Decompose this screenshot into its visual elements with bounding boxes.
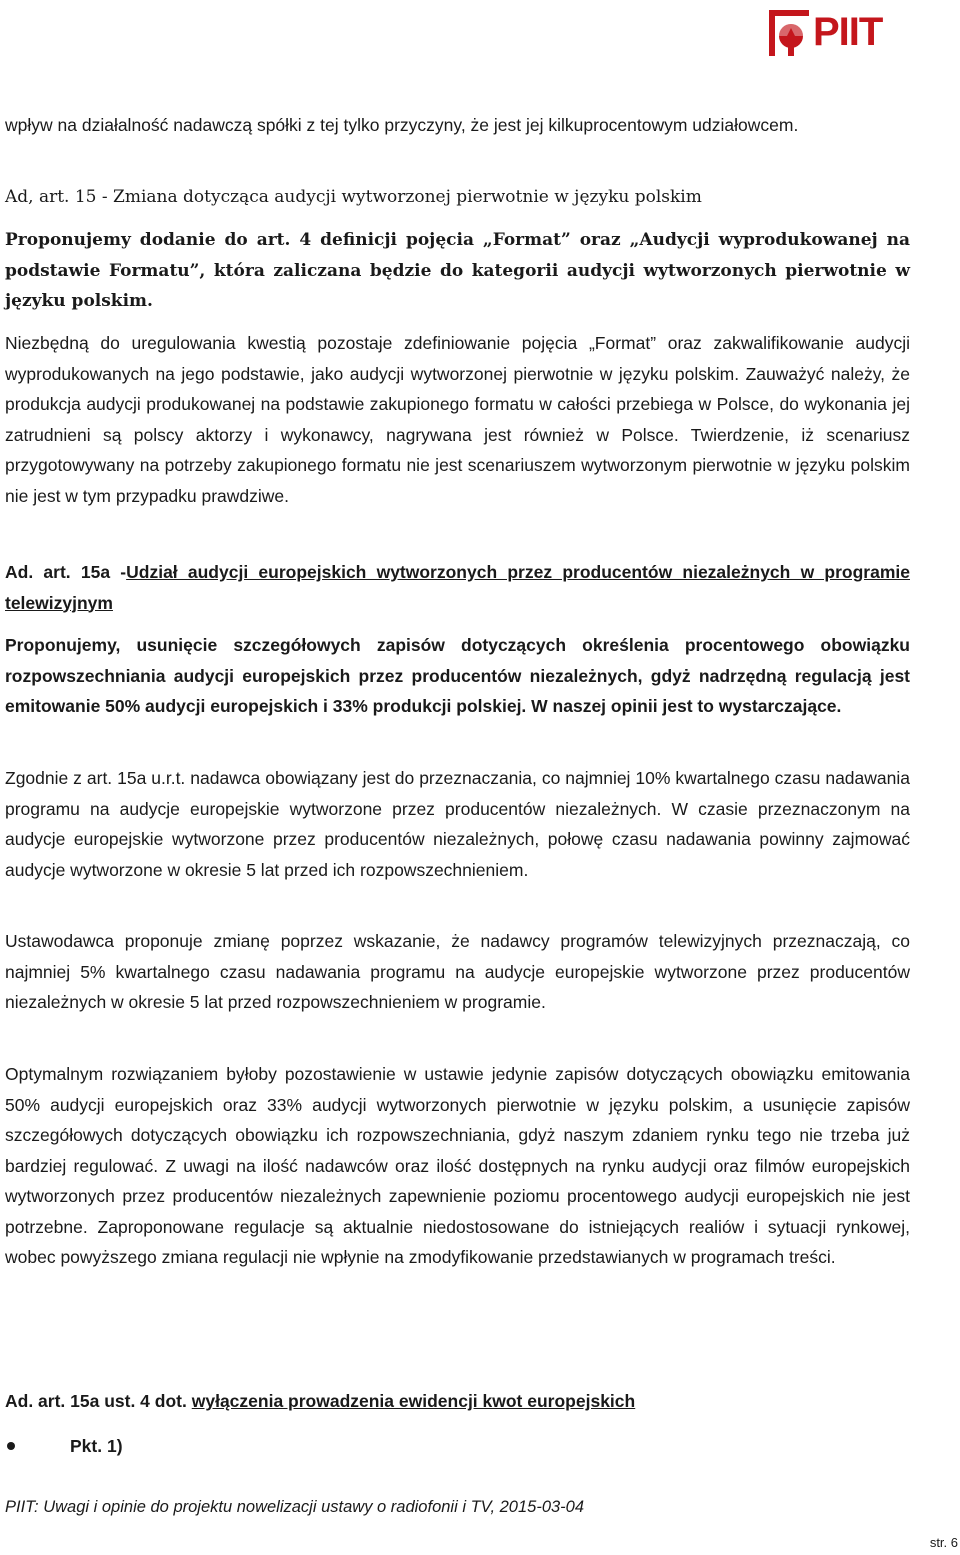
bullet-item	[5, 1431, 123, 1461]
paragraph-optimal-solution: Optymalnym rozwiązaniem byłoby pozostawienie w ustawie jedynie zapisów dotyczących obowiązku emitowania 50% audycji europejskich oraz 33% audycji wytworzonych pierwotnie w języku polskim, a usunięcie zapisów szczegółowych dotyczących obowiązku ich rozpowszechniania, gdyż naszym zdaniem rynku tego nie trzeba już bardziej regulować. Z uwagi na ilość nadawców oraz ilość dostępnych na rynku audycji oraz filmów europejskich wytworzonych przez producentów niezależnych zapewnienie poziomu procentowego audycji europejskich nie jest potrzebne. Zaproponowane regulacje są aktualnie niedostosowane do istniejących realiów i sytuacji rynkowej, wobec powyższego zmiana regulacji nie wpłynie na zmodyfikowanie przedstawianych w programach treści.	[5, 1064, 910, 1267]
bullet-label: Pkt. 1)	[70, 1436, 123, 1456]
paragraph-format-justification: Niezbędną do uregulowania kwestią pozostaje zdefiniowanie pojęcia „Format” oraz zakwalifikowanie audycji wyprodukowanych na jego podstawie, jako audycji wytworzonej pierwotnie w języku polskim. Zauważyć należy, że produkcja audycji produkowanej na podstawie zakupionego formatu w całości przebiega w Polsce, do wykonania jej zatrudnieni są polscy aktorzy i wykonawcy, nagrywana jest również w Polsce. Twierdzenie, iż scenariusz przygotowywany na potrzeby zakupionego formatu nie jest scenariuszem wytworzonym pierwotnie w języku polskim nie jest w tym przypadku prawdziwe.	[5, 333, 910, 506]
heading-art-15a-ust-4	[5, 1386, 910, 1417]
logo-text: PIIT	[813, 10, 883, 54]
page-number: str. 6	[929, 1535, 958, 1550]
bullet-icon	[7, 1442, 15, 1450]
heading-art-15a	[5, 557, 910, 618]
heading-underlined: wyłączenia prowadzenia ewidencji kwot europejskich	[191, 1391, 636, 1411]
piit-logo-icon	[765, 6, 813, 58]
heading-art-15: Ad, art. 15 - Zmiana dotycząca audycji wytworzonej pierwotnie w języku polskim	[5, 187, 702, 207]
page-footer: PIIT: Uwagi i opinie do projektu nowelizacji ustawy o radiofonii i TV, 2015-03-04	[5, 1498, 585, 1516]
paragraph-proposal-format: Proponujemy dodanie do art. 4 definicji pojęcia „Format” oraz „Audycji wyprodukowanej na podstawie Formatu”, która zaliczana będzie do kategorii audycji wytworzonych pierwotnie w języku polskim.	[5, 230, 910, 311]
piit-logo	[765, 6, 910, 58]
paragraph-current-law: Zgodnie z art. 15a u.r.t. nadawca obowiązany jest do przeznaczania, co najmniej 10% kwartalnego czasu nadawania programu na audycje europejskie wytworzone przez producentów niezależnych. W czasie przeznaczonym na audycje europejskie wytworzone przez producentów niezależnych, połowę czasu nadawania powinny zajmować audycje wytworzone w okresie 5 lat przed ich rozpowszechnieniem.	[5, 768, 910, 880]
heading-prefix: Ad. art. 15a -	[5, 562, 127, 582]
heading-prefix: Ad. art. 15a ust. 4 dot.	[5, 1391, 187, 1411]
paragraph-legislator-proposal: Ustawodawca proponuje zmianę poprzez wskazanie, że nadawcy programów telewizyjnych przeznaczają, co najmniej 5% kwartalnego czasu nadawania programu na audycje europejskie wytworzone przez producentów niezależnych w okresie 5 lat przed rozpowszechnieniem w programie.	[5, 931, 910, 1012]
paragraph-proposal-removal: Proponujemy, usunięcie szczegółowych zapisów dotyczących określenia procentowego obowiązku rozpowszechniania audycji europejskich przez producentów niezależnych, gdyż nadrzędną regulacją jest emitowanie 50% audycji europejskich i 33% produkcji polskiej. W naszej opinii jest to wystarczające.	[5, 635, 910, 716]
paragraph-1: wpływ na działalność nadawczą spółki z tej tylko przyczyny, że jest jej kilkuprocentowym udziałowcem.	[5, 115, 799, 135]
heading-underlined: Udział audycji europejskich wytworzonych przez producentów niezależnych w programie telewizyjnym	[5, 562, 910, 613]
